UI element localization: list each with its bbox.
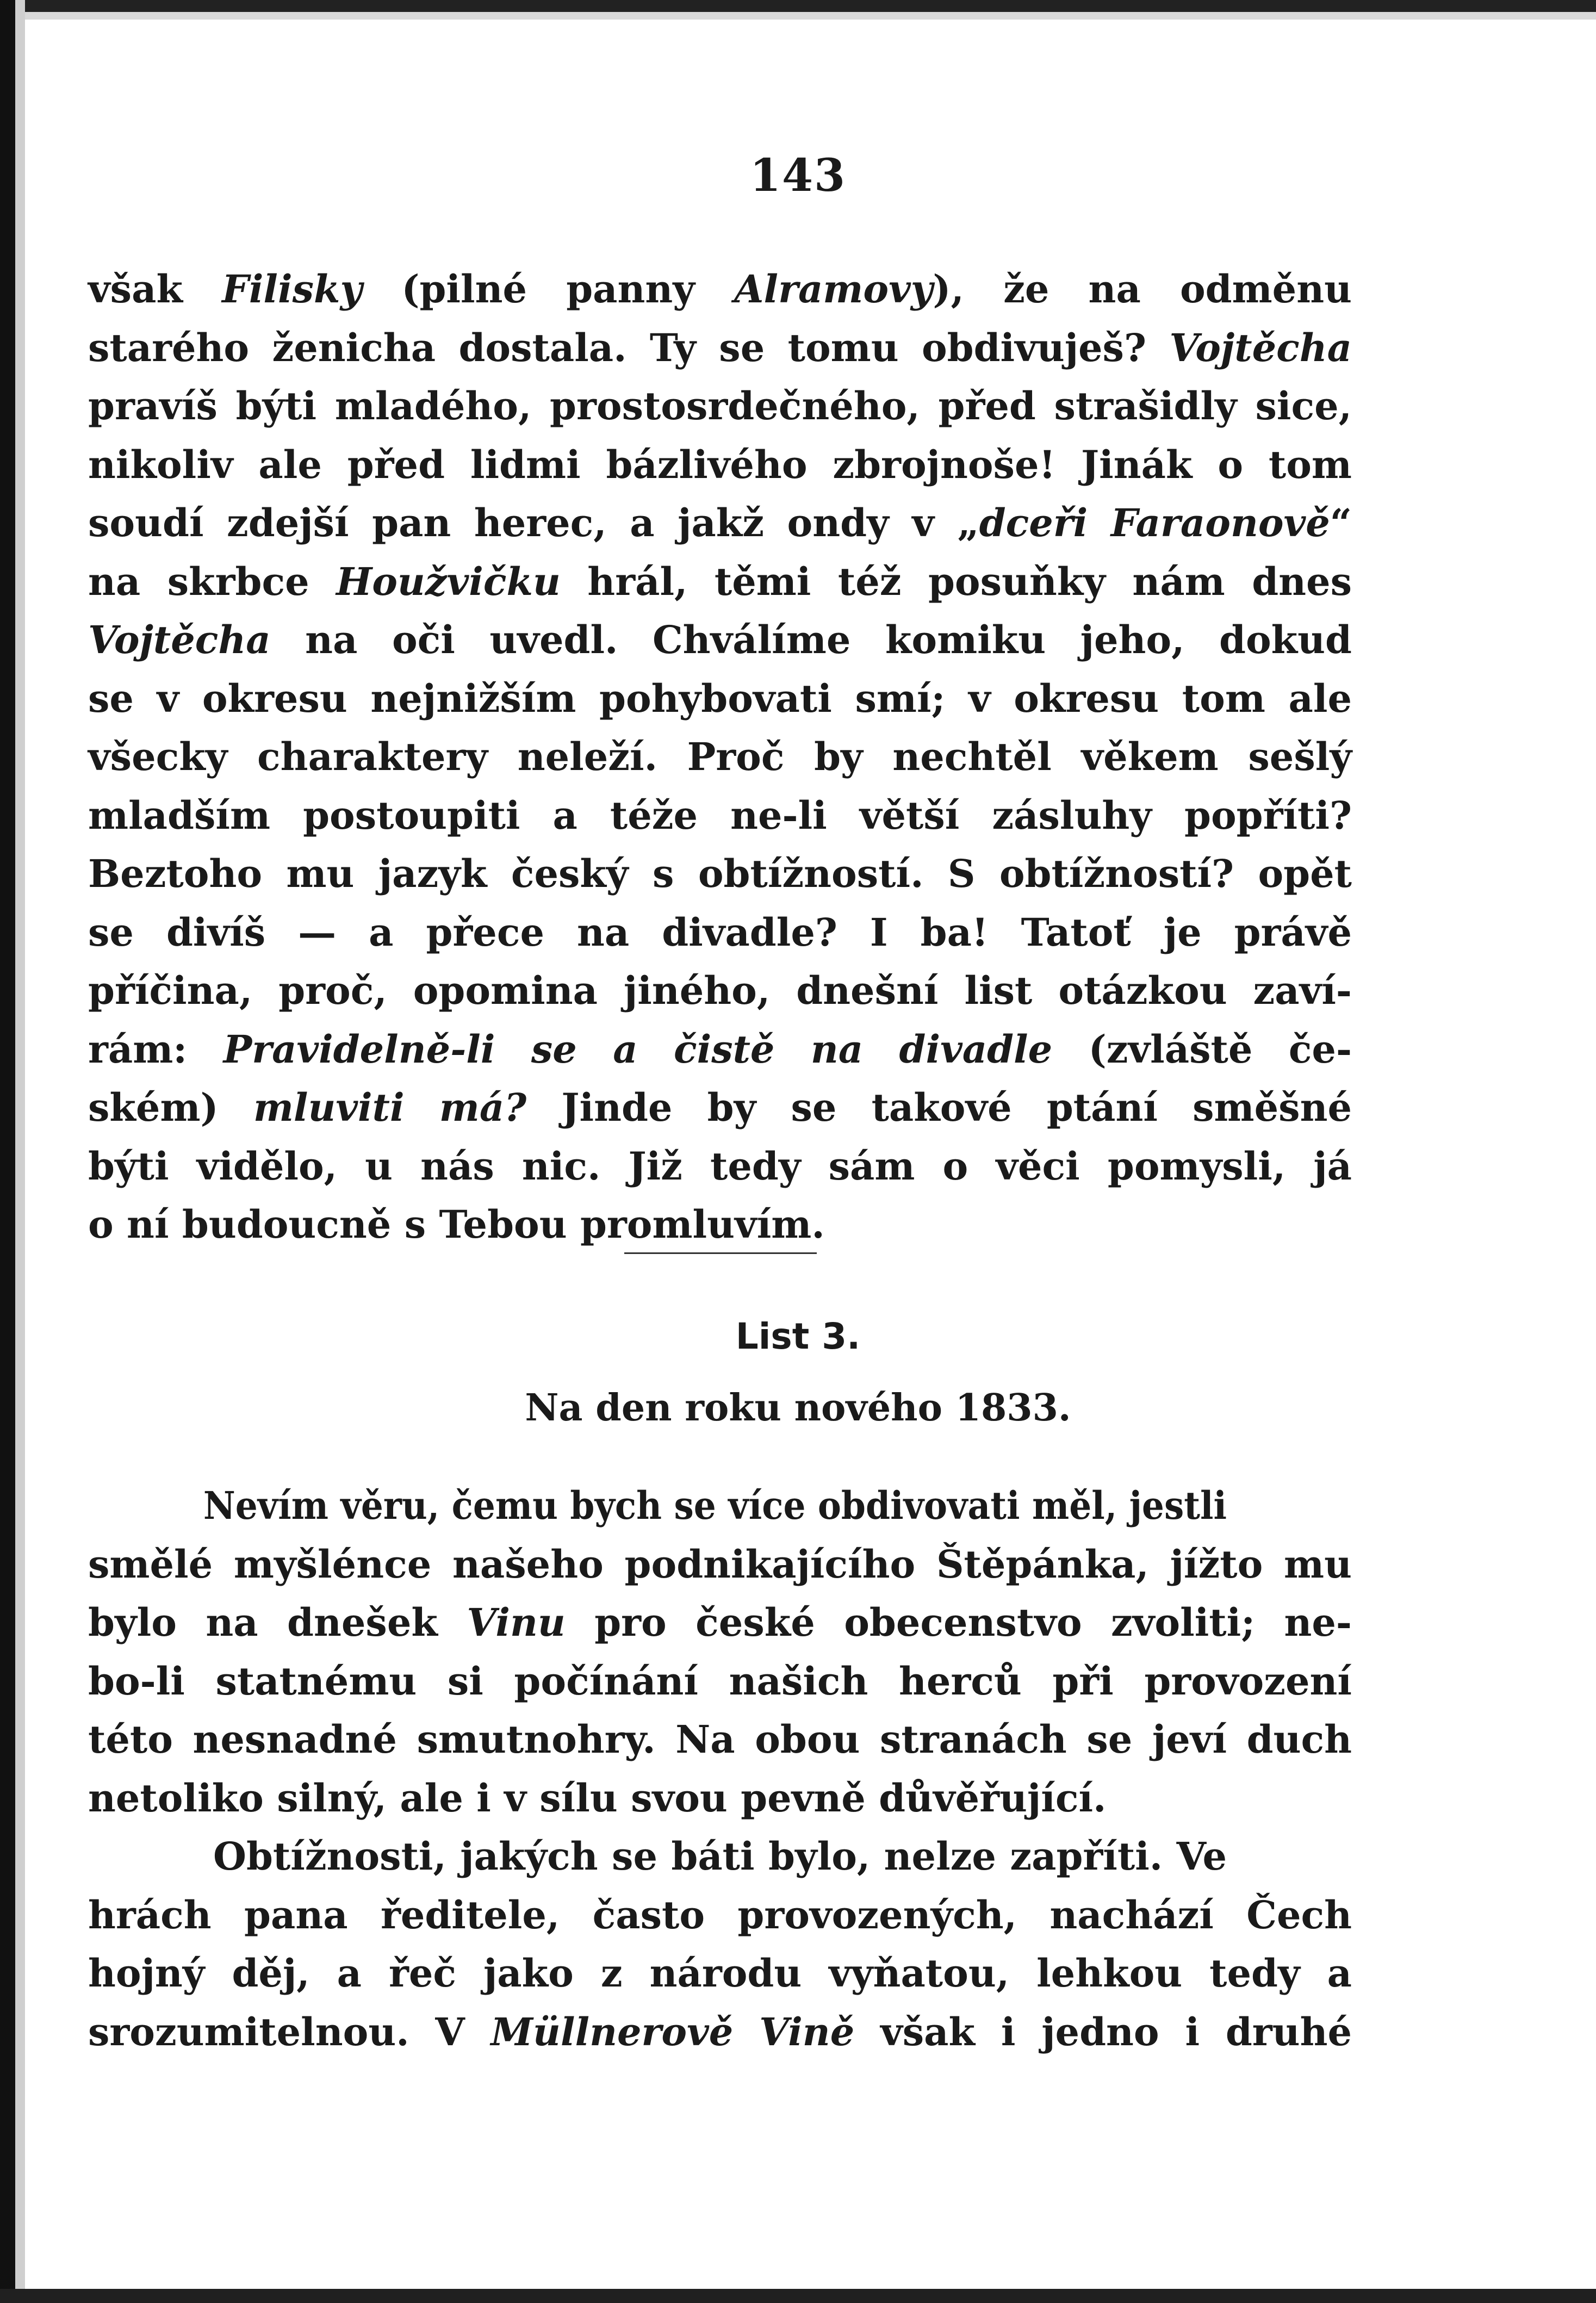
scan-border-top [0, 0, 1596, 12]
paragraph-second [88, 1827, 1352, 2061]
text-line [88, 1195, 1352, 1254]
text-line [88, 669, 1352, 728]
text-line [88, 1078, 1352, 1137]
text-line [88, 1476, 1252, 1535]
text-span: bylo na dnešek [88, 1600, 467, 1645]
section-date-heading: Na den roku nového 1833. [525, 1386, 1071, 1430]
section-title: List 3. [735, 1315, 861, 1357]
text-span: (zvláště če- [1052, 1026, 1352, 1072]
text-span: se v okresu nejnižším pohybovati smí; v okresu tom ale [88, 675, 1352, 721]
text-span: smělé myšlénce našeho podnikajícího Štěpánka, jížto mu [88, 1541, 1352, 1587]
italic-title-span: Vinu [467, 1600, 566, 1645]
text-span: bo-li statnému si počínání našich herců při provození [88, 1658, 1352, 1704]
text-span: Jinde by se takové ptání směšné [526, 1085, 1352, 1130]
text-span: ském) [88, 1085, 253, 1130]
text-span: všecky charaktery neleží. Proč by nechtěl věkem sešlý [88, 734, 1352, 779]
text-span: hojný děj, a řeč jako z národu vyňatou, lehkou tedy a [88, 1951, 1352, 1996]
text-span: této nesnadné smutnohry. Na obou stranách se jeví duch [88, 1717, 1352, 1762]
text-span: na skrbce [88, 558, 337, 604]
text-span: ), že na odměnu [933, 266, 1352, 312]
text-span: o ní budoucně s Tebou promluvím. [88, 1202, 825, 1247]
text-span: však i jedno i druhé [854, 2009, 1352, 2054]
text-span: starého ženicha dostala. Ty se tomu obdivuješ? [88, 325, 1170, 370]
text-span: pravíš býti mladého, prostosrdečného, před strašidly sice, [88, 383, 1352, 429]
text-line [88, 1827, 1352, 1886]
text-span: Beztoho mu jazyk český s obtížností. S obtížností? opět [88, 851, 1352, 896]
italic-title-span: Houžvičku [336, 558, 561, 604]
text-line [88, 319, 1352, 377]
text-span: hrál, těmi též posuňky nám dnes [560, 558, 1352, 604]
section-body [88, 1476, 1352, 2061]
text-line [88, 1652, 1352, 1711]
italic-title-span: Alramovy [734, 266, 933, 312]
text-line [88, 728, 1352, 786]
text-span: “ [1330, 500, 1352, 545]
text-line [88, 1944, 1352, 2003]
italic-title-span: Vojtěcha [1169, 325, 1352, 370]
page-number: 143 [749, 150, 847, 202]
text-line [88, 260, 1352, 319]
scan-shadow-left [15, 0, 25, 2303]
italic-title-span: dceři Faraonově [979, 500, 1330, 545]
text-line [88, 961, 1352, 1020]
text-line [88, 377, 1352, 436]
scan-border-left [0, 0, 15, 2303]
text-line [88, 494, 1352, 553]
text-span: býti vidělo, u nás nic. Již tedy sám o věci pomysli, já [88, 1143, 1352, 1189]
paragraph-first [88, 1476, 1352, 1827]
text-span: srozumitelnou. V [88, 2009, 491, 2054]
section-separator-rule [624, 1252, 817, 1254]
scan-border-bottom [0, 2289, 1596, 2303]
text-span: mladším postoupiti a téže ne-li větší zásluhy popříti? [88, 792, 1352, 838]
text-span: hrách pana ředitele, často provozených, nachází Čech [88, 1892, 1352, 1938]
text-line [88, 1710, 1352, 1769]
text-span: Obtížnosti, jakých se báti bylo, nelze zapříti. Ve [213, 1834, 1227, 1879]
text-line [88, 2003, 1352, 2062]
italic-title-span: Müllnerově Vině [490, 2009, 855, 2054]
text-span: netoliko silný, ale i v sílu svou pevně důvěřující. [88, 1775, 1107, 1821]
text-line [88, 903, 1352, 962]
text-line [88, 1593, 1352, 1652]
text-line [88, 553, 1352, 611]
text-span: se divíš — a přece na divadle? I ba! Tatoť je právě [88, 909, 1352, 955]
paragraph-letter-continuation [88, 260, 1352, 1254]
text-line [88, 436, 1352, 494]
text-line [88, 611, 1352, 669]
text-span: (pilné panny [362, 266, 735, 312]
text-line [88, 845, 1352, 903]
text-span: rám: [88, 1026, 223, 1072]
italic-title-span: mluviti má? [253, 1085, 527, 1130]
text-span: pro české obecenstvo zvoliti; ne- [565, 1600, 1352, 1645]
text-line [88, 1137, 1352, 1196]
text-span: na oči uvedl. Chválíme komiku jeho, dokud [270, 617, 1352, 662]
text-span: Nevím věru, čemu bych se více obdivovati měl, jestli [203, 1483, 1227, 1528]
text-span: však [88, 266, 222, 312]
text-line [88, 1020, 1352, 1079]
text-line [88, 1886, 1352, 1945]
text-span: soudí zdejší pan herec, a jakž ondy v „ [88, 500, 979, 545]
text-span: nikoliv ale před lidmi bázlivého zbrojnoše! Jinák o tom [88, 442, 1352, 487]
italic-title-span: Filisky [222, 266, 363, 312]
text-line [88, 786, 1352, 845]
italic-title-span: Pravidelně-li se a čistě na divadle [223, 1026, 1053, 1072]
text-line [88, 1535, 1352, 1594]
scan-shadow-top [0, 12, 1596, 20]
text-line [88, 1769, 1352, 1828]
italic-title-span: Vojtěcha [88, 617, 271, 662]
text-span: příčina, proč, opomina jiného, dnešní list otázkou zaví- [88, 968, 1352, 1013]
